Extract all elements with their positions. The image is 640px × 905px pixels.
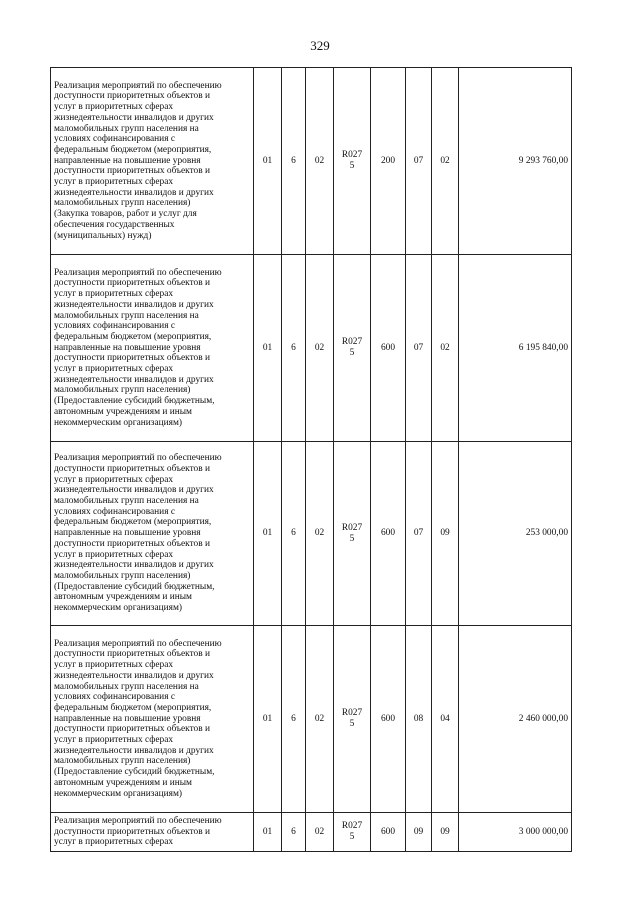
subprogram-code: 6 xyxy=(282,442,306,626)
direction-code: R027 5 xyxy=(334,68,371,255)
row-description: Реализация мероприятий по обеспечению доступности приоритетных объектов и услуг в приоритетных сферах xyxy=(51,813,254,852)
subprogram-code: 6 xyxy=(282,813,306,852)
subprogram-code: 6 xyxy=(282,255,306,442)
expense-type-code: 600 xyxy=(371,442,406,626)
amount: 253 000,00 xyxy=(459,442,572,626)
row-description: Реализация мероприятий по обеспечению доступности приоритетных объектов и услуг в приоритетных сферах жизнедеятельности инвалидов и других маломобильных групп населения на условиях софинансирования с федеральным бюджетом (мероприятия, направленные на повышение уровня доступности приоритетных объектов и услуг в приоритетных сферах жизнедеятельности инвалидов и других маломобильных групп населения) (Предоставление субсидий бюджетным, автономным учреждениям и иным некоммерческим организациям) xyxy=(51,255,254,442)
subsection-code: 02 xyxy=(432,68,459,255)
program-code: 01 xyxy=(254,442,282,626)
table-row xyxy=(51,813,572,852)
program-code: 01 xyxy=(254,68,282,255)
direction-code: R027 5 xyxy=(334,442,371,626)
subsection-code: 09 xyxy=(432,813,459,852)
program-code: 01 xyxy=(254,813,282,852)
event-code: 02 xyxy=(306,442,334,626)
section-code: 07 xyxy=(406,68,432,255)
subsection-code: 02 xyxy=(432,255,459,442)
row-description: Реализация мероприятий по обеспечению доступности приоритетных объектов и услуг в приоритетных сферах жизнедеятельности инвалидов и других маломобильных групп населения на условиях софинансирования с федеральным бюджетом (мероприятия, направленные на повышение уровня доступности приоритетных объектов и услуг в приоритетных сферах жизнедеятельности инвалидов и других маломобильных групп населения) (Закупка товаров, работ и услуг для обеспечения государственных (муниципальных) нужд) xyxy=(51,68,254,255)
amount: 9 293 760,00 xyxy=(459,68,572,255)
page-number: 329 xyxy=(310,38,330,53)
program-code: 01 xyxy=(254,255,282,442)
direction-code: R027 5 xyxy=(334,813,371,852)
expense-type-code: 600 xyxy=(371,813,406,852)
subsection-code: 04 xyxy=(432,626,459,813)
table-row xyxy=(51,442,572,626)
section-code: 08 xyxy=(406,626,432,813)
row-description: Реализация мероприятий по обеспечению доступности приоритетных объектов и услуг в приоритетных сферах жизнедеятельности инвалидов и других маломобильных групп населения на условиях софинансирования с федеральным бюджетом (мероприятия, направленные на повышение уровня доступности приоритетных объектов и услуг в приоритетных сферах жизнедеятельности инвалидов и других маломобильных групп населения) (Предоставление субсидий бюджетным, автономным учреждениям и иным некоммерческим организациям) xyxy=(51,442,254,626)
event-code: 02 xyxy=(306,626,334,813)
budget-table xyxy=(50,67,572,852)
direction-code: R027 5 xyxy=(334,255,371,442)
amount: 3 000 000,00 xyxy=(459,813,572,852)
subprogram-code: 6 xyxy=(282,68,306,255)
program-code: 01 xyxy=(254,626,282,813)
section-code: 07 xyxy=(406,255,432,442)
table-row xyxy=(51,255,572,442)
amount: 6 195 840,00 xyxy=(459,255,572,442)
row-description: Реализация мероприятий по обеспечению доступности приоритетных объектов и услуг в приоритетных сферах жизнедеятельности инвалидов и других маломобильных групп населения на условиях софинансирования с федеральным бюджетом (мероприятия, направленные на повышение уровня доступности приоритетных объектов и услуг в приоритетных сферах жизнедеятельности инвалидов и других маломобильных групп населения) (Предоставление субсидий бюджетным, автономным учреждениям и иным некоммерческим организациям) xyxy=(51,626,254,813)
section-code: 07 xyxy=(406,442,432,626)
expense-type-code: 200 xyxy=(371,68,406,255)
amount: 2 460 000,00 xyxy=(459,626,572,813)
subsection-code: 09 xyxy=(432,442,459,626)
event-code: 02 xyxy=(306,68,334,255)
event-code: 02 xyxy=(306,255,334,442)
event-code: 02 xyxy=(306,813,334,852)
expense-type-code: 600 xyxy=(371,255,406,442)
expense-type-code: 600 xyxy=(371,626,406,813)
table-row xyxy=(51,626,572,813)
subprogram-code: 6 xyxy=(282,626,306,813)
table-row xyxy=(51,68,572,255)
direction-code: R027 5 xyxy=(334,626,371,813)
section-code: 09 xyxy=(406,813,432,852)
